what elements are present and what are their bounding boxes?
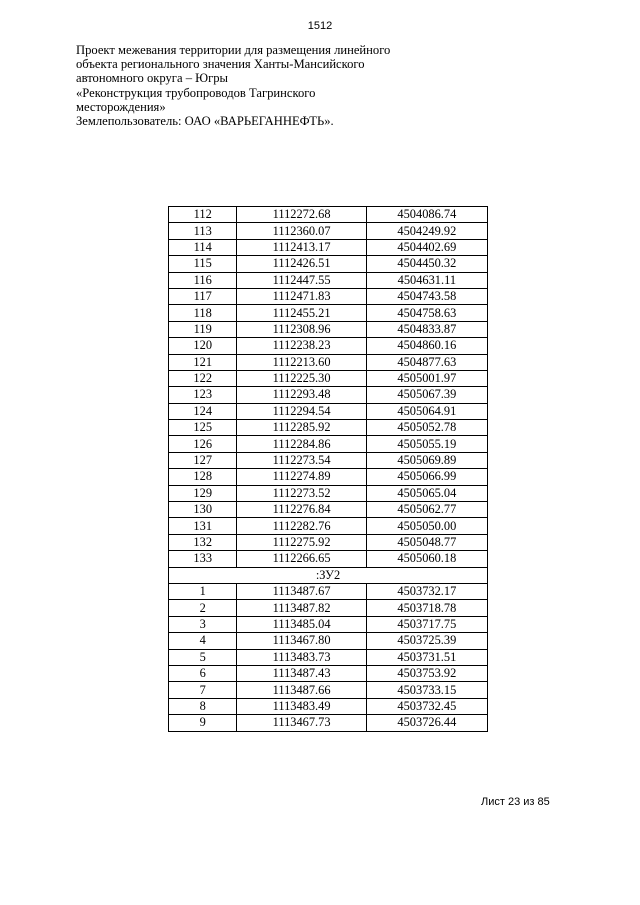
x-coordinate-cell: 1112266.65: [237, 551, 366, 567]
x-coordinate-cell: 1112272.68: [237, 207, 366, 223]
point-number-cell: 121: [169, 354, 237, 370]
x-coordinate-cell: 1113467.73: [237, 715, 366, 731]
table-row: [169, 370, 488, 386]
x-coordinate-cell: 1112273.52: [237, 485, 366, 501]
table-row: [169, 518, 488, 534]
x-coordinate-cell: 1112471.83: [237, 288, 366, 304]
point-number-cell: 1: [169, 583, 237, 599]
x-coordinate-cell: 1112213.60: [237, 354, 366, 370]
y-coordinate-cell: 4504249.92: [366, 223, 487, 239]
point-number-cell: 118: [169, 305, 237, 321]
y-coordinate-cell: 4505065.04: [366, 485, 487, 501]
x-coordinate-cell: 1112308.96: [237, 321, 366, 337]
table-row: [169, 600, 488, 616]
x-coordinate-cell: 1113487.82: [237, 600, 366, 616]
table-row: [169, 633, 488, 649]
table-row: [169, 436, 488, 452]
table-row: [169, 338, 488, 354]
y-coordinate-cell: 4504450.32: [366, 256, 487, 272]
y-coordinate-cell: 4504860.16: [366, 338, 487, 354]
header-line: объекта регионального значения Ханты-Мансийского: [76, 57, 365, 72]
point-number-cell: 116: [169, 272, 237, 288]
table-row: [169, 452, 488, 468]
y-coordinate-cell: 4504833.87: [366, 321, 487, 337]
page-number: 1512: [307, 20, 333, 32]
x-coordinate-cell: 1113483.73: [237, 649, 366, 665]
x-coordinate-cell: 1112360.07: [237, 223, 366, 239]
table-row: [169, 305, 488, 321]
table-row: [169, 387, 488, 403]
header-line: «Реконструкция трубопроводов Тагринского: [76, 85, 316, 100]
x-coordinate-cell: 1112284.86: [237, 436, 366, 452]
land-user-line: [76, 114, 416, 128]
point-number-cell: 9: [169, 715, 237, 731]
y-coordinate-cell: 4505064.91: [366, 403, 487, 419]
table-row: [169, 420, 488, 436]
x-coordinate-cell: 1112293.48: [237, 387, 366, 403]
point-number-cell: 119: [169, 321, 237, 337]
point-number-cell: 132: [169, 534, 237, 550]
x-coordinate-cell: 1112225.30: [237, 370, 366, 386]
document-header: [76, 43, 416, 128]
point-number-cell: 3: [169, 616, 237, 632]
point-number-cell: 124: [169, 403, 237, 419]
table-row: [169, 551, 488, 567]
point-number-cell: 130: [169, 502, 237, 518]
y-coordinate-cell: 4505052.78: [366, 420, 487, 436]
point-number-cell: 127: [169, 452, 237, 468]
point-number-cell: 123: [169, 387, 237, 403]
table-row: [169, 403, 488, 419]
x-coordinate-cell: 1113487.67: [237, 583, 366, 599]
table-row: [169, 256, 488, 272]
point-number-cell: 4: [169, 633, 237, 649]
x-coordinate-cell: 1112294.54: [237, 403, 366, 419]
point-number-cell: 2: [169, 600, 237, 616]
point-number-cell: 133: [169, 551, 237, 567]
section-label: :ЗУ2: [169, 567, 488, 583]
x-coordinate-cell: 1112274.89: [237, 469, 366, 485]
x-coordinate-cell: 1113485.04: [237, 616, 366, 632]
y-coordinate-cell: 4504758.63: [366, 305, 487, 321]
x-coordinate-cell: 1112285.92: [237, 420, 366, 436]
header-line: месторождения»: [76, 99, 166, 114]
y-coordinate-cell: 4504086.74: [366, 207, 487, 223]
table-row: [169, 682, 488, 698]
point-number-cell: 113: [169, 223, 237, 239]
table-row: [169, 207, 488, 223]
table-row: [169, 616, 488, 632]
table-row: [169, 502, 488, 518]
point-number-cell: 125: [169, 420, 237, 436]
table-row: [169, 223, 488, 239]
table-row: [169, 239, 488, 255]
table-row: [169, 534, 488, 550]
sheet-counter: Лист 23 из 85: [481, 796, 550, 808]
section-row: [169, 567, 488, 583]
table-row: [169, 272, 488, 288]
point-number-cell: 129: [169, 485, 237, 501]
y-coordinate-cell: 4505055.19: [366, 436, 487, 452]
y-coordinate-cell: 4503732.17: [366, 583, 487, 599]
y-coordinate-cell: 4505062.77: [366, 502, 487, 518]
table-row: [169, 715, 488, 731]
x-coordinate-cell: 1112238.23: [237, 338, 366, 354]
y-coordinate-cell: 4505001.97: [366, 370, 487, 386]
table-row: [169, 649, 488, 665]
y-coordinate-cell: 4503753.92: [366, 665, 487, 681]
point-number-cell: 128: [169, 469, 237, 485]
y-coordinate-cell: 4503726.44: [366, 715, 487, 731]
y-coordinate-cell: 4504402.69: [366, 239, 487, 255]
y-coordinate-cell: 4503725.39: [366, 633, 487, 649]
x-coordinate-cell: 1113467.80: [237, 633, 366, 649]
point-number-cell: 112: [169, 207, 237, 223]
table-row: [169, 583, 488, 599]
point-number-cell: 8: [169, 698, 237, 714]
x-coordinate-cell: 1112282.76: [237, 518, 366, 534]
y-coordinate-cell: 4503732.45: [366, 698, 487, 714]
table-row: [169, 321, 488, 337]
y-coordinate-cell: 4505060.18: [366, 551, 487, 567]
coordinates-table-body: [169, 207, 488, 732]
table-row: [169, 485, 488, 501]
x-coordinate-cell: 1112455.21: [237, 305, 366, 321]
x-coordinate-cell: 1112275.92: [237, 534, 366, 550]
y-coordinate-cell: 4504743.58: [366, 288, 487, 304]
coordinates-table: [168, 206, 488, 732]
header-line: автономного округа – Югры: [76, 71, 229, 86]
y-coordinate-cell: 4503733.15: [366, 682, 487, 698]
x-coordinate-cell: 1113487.43: [237, 665, 366, 681]
point-number-cell: 5: [169, 649, 237, 665]
point-number-cell: 114: [169, 239, 237, 255]
table-row: [169, 665, 488, 681]
x-coordinate-cell: 1112273.54: [237, 452, 366, 468]
point-number-cell: 7: [169, 682, 237, 698]
point-number-cell: 122: [169, 370, 237, 386]
table-row: [169, 698, 488, 714]
y-coordinate-cell: 4503731.51: [366, 649, 487, 665]
table-row: [169, 469, 488, 485]
land-user-label: Землепользователь:: [76, 114, 182, 129]
y-coordinate-cell: 4505048.77: [366, 534, 487, 550]
x-coordinate-cell: 1112447.55: [237, 272, 366, 288]
table-row: [169, 288, 488, 304]
x-coordinate-cell: 1113487.66: [237, 682, 366, 698]
x-coordinate-cell: 1112276.84: [237, 502, 366, 518]
y-coordinate-cell: 4504631.11: [366, 272, 487, 288]
point-number-cell: 115: [169, 256, 237, 272]
y-coordinate-cell: 4505066.99: [366, 469, 487, 485]
point-number-cell: 6: [169, 665, 237, 681]
point-number-cell: 126: [169, 436, 237, 452]
header-line: Проект межевания территории для размещения линейного: [76, 43, 391, 57]
y-coordinate-cell: 4504877.63: [366, 354, 487, 370]
y-coordinate-cell: 4505067.39: [366, 387, 487, 403]
y-coordinate-cell: 4505069.89: [366, 452, 487, 468]
x-coordinate-cell: 1112413.17: [237, 239, 366, 255]
x-coordinate-cell: 1113483.49: [237, 698, 366, 714]
point-number-cell: 131: [169, 518, 237, 534]
y-coordinate-cell: 4503717.75: [366, 616, 487, 632]
point-number-cell: 117: [169, 288, 237, 304]
y-coordinate-cell: 4503718.78: [366, 600, 487, 616]
x-coordinate-cell: 1112426.51: [237, 256, 366, 272]
y-coordinate-cell: 4505050.00: [366, 518, 487, 534]
point-number-cell: 120: [169, 338, 237, 354]
land-user-value: ОАО «ВАРЬЕГАННЕФТЬ».: [181, 114, 334, 129]
table-row: [169, 354, 488, 370]
